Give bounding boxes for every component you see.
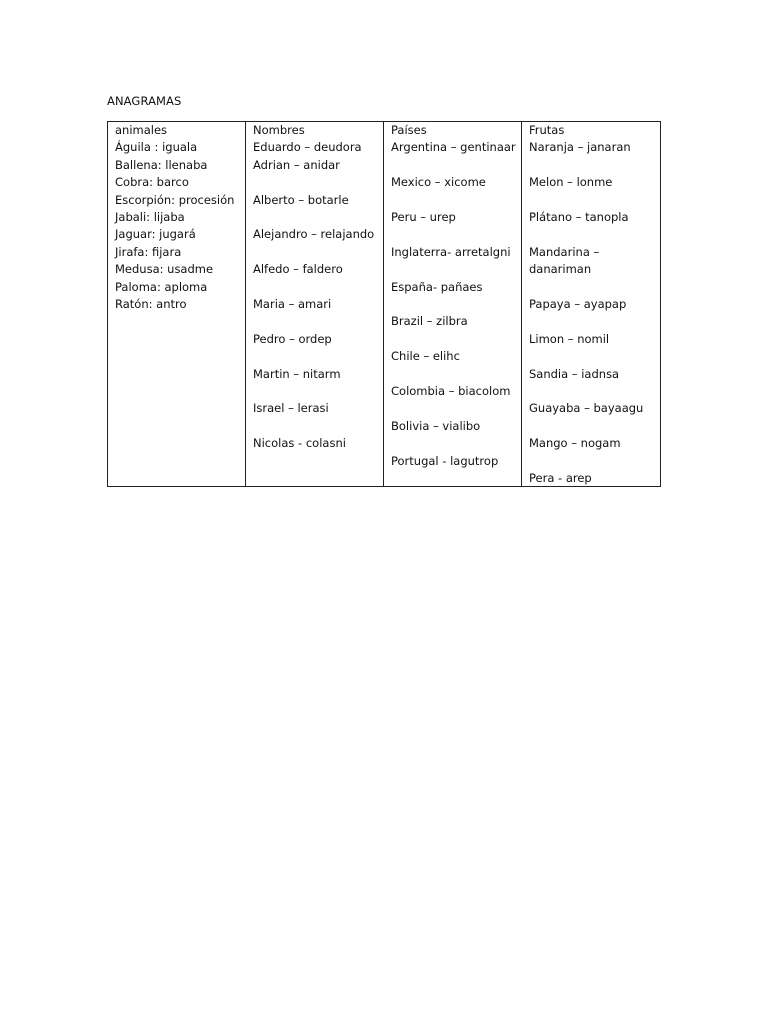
list-item: Portugal - lagutrop — [391, 453, 499, 468]
list-item: Argentina – gentinaar — [391, 140, 516, 155]
column-frutas — [522, 122, 660, 486]
column-paises — [384, 122, 522, 486]
list-item: España- pañaes — [391, 279, 483, 294]
list-item: Ballena: llenaba — [115, 157, 208, 172]
list-item: Alfedo – faldero — [253, 262, 343, 277]
list-item: Guayaba – bayaagu — [529, 401, 644, 416]
list-item: Águila : iguala — [115, 140, 198, 155]
list-item: Colombia – biacolom — [391, 383, 511, 398]
list-item: Pera - arep — [529, 470, 592, 485]
list-item: Eduardo – deudora — [253, 140, 362, 155]
list-animales — [115, 139, 239, 313]
anagram-table — [107, 121, 661, 487]
list-item: Escorpión: procesión — [115, 192, 235, 207]
list-item: Sandia – iadnsa — [529, 366, 620, 381]
list-item: Limon – nomil — [529, 331, 610, 346]
list-paises — [391, 139, 515, 470]
list-item: Ratón: antro — [115, 297, 187, 312]
list-item: Mango – nogam — [529, 436, 621, 451]
list-item: Cobra: barco — [115, 175, 189, 190]
list-item: Martin – nitarm — [253, 366, 341, 381]
list-item: Medusa: usadme — [115, 262, 214, 277]
list-item: Jabali: lijaba — [115, 210, 185, 225]
list-item: Pedro – ordep — [253, 331, 332, 346]
list-item: Israel – lerasi — [253, 401, 329, 416]
list-item: Adrian – anidar — [253, 157, 340, 172]
list-item: Plátano – tanopla — [529, 210, 629, 224]
list-item: Maria – amari — [253, 297, 332, 311]
column-header-animales: animales — [115, 123, 168, 137]
list-item: Naranja – janaran — [529, 140, 631, 155]
list-item: Brazil – zilbra — [391, 314, 468, 329]
list-item: Bolivia – vialibo — [391, 418, 481, 433]
list-item: Paloma: aploma — [115, 279, 208, 294]
list-item: Inglaterra- arretalgni — [391, 244, 511, 259]
list-frutas — [529, 139, 654, 486]
list-item: Nicolas - colasni — [253, 436, 346, 451]
list-item: Alejandro – relajando — [253, 227, 375, 242]
list-item: Melon – lonme — [529, 175, 613, 190]
list-item: Chile – elihc — [391, 349, 460, 364]
list-item: Peru – urep — [391, 210, 456, 224]
list-item: Jirafa: fijara — [115, 244, 182, 259]
list-item: Mandarina – danariman — [529, 244, 600, 277]
list-nombres — [253, 139, 377, 452]
list-item: Alberto – botarle — [253, 192, 349, 207]
list-item: Jaguar: jugará — [115, 227, 196, 242]
column-header-nombres: Nombres — [253, 123, 305, 137]
page-title: ANAGRAMAS — [107, 94, 182, 108]
column-header-paises: Países — [391, 123, 427, 137]
column-animales — [108, 122, 246, 486]
column-nombres — [246, 122, 384, 486]
list-item: Mexico – xicome — [391, 175, 486, 190]
column-header-frutas: Frutas — [529, 123, 565, 137]
list-item: Papaya – ayapap — [529, 297, 627, 311]
